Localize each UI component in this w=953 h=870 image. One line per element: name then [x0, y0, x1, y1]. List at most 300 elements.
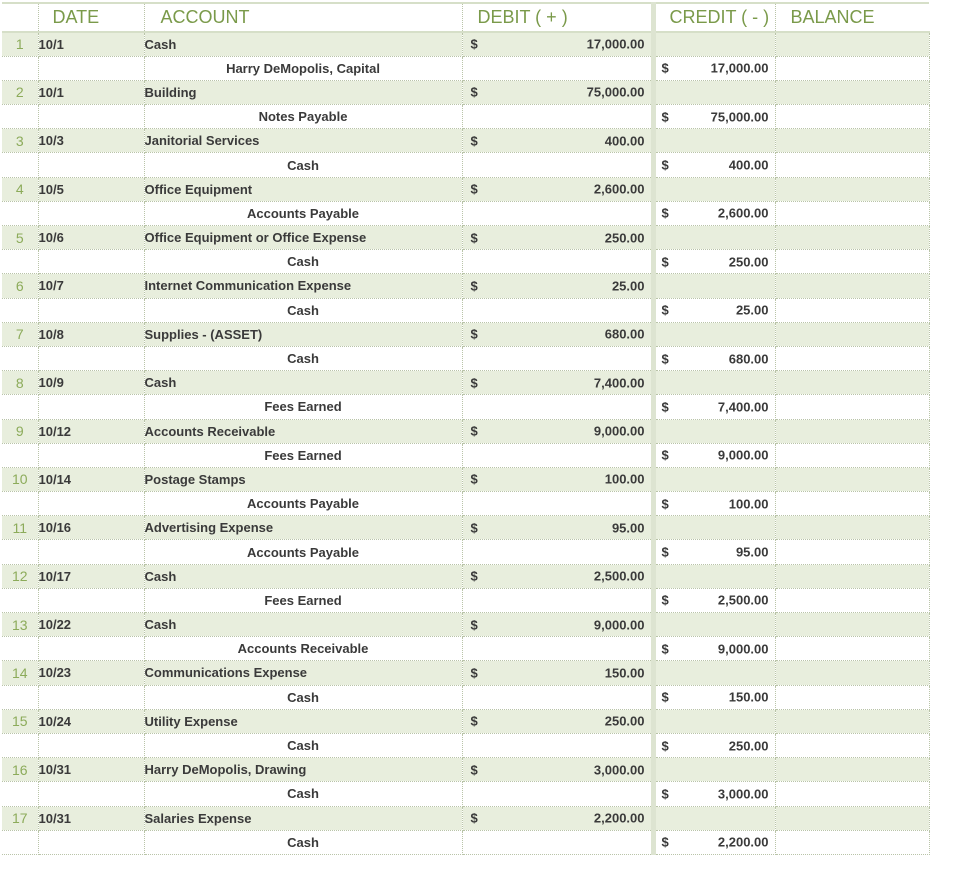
credit-account: Harry DeMopolis, Capital: [144, 56, 462, 80]
balance-cell: [775, 661, 929, 685]
debit-account: Janitorial Services: [144, 129, 462, 153]
currency-symbol: $: [470, 810, 478, 826]
currency-symbol: $: [470, 230, 478, 246]
debit-amount: 3,000.00: [593, 762, 645, 778]
debit-account: Supplies - (ASSET): [144, 322, 462, 346]
entry-date: 10/22: [38, 613, 144, 637]
credit-account: Fees Earned: [144, 395, 462, 419]
currency-symbol: $: [661, 592, 669, 608]
credit-entry-row: [2, 153, 929, 177]
currency-symbol: $: [470, 375, 478, 391]
debit-amount: 9,000.00: [593, 423, 645, 439]
balance-cell: [775, 782, 929, 806]
debit-entry-row: [2, 129, 929, 153]
credit-cell: [653, 346, 775, 370]
credit-cell: [653, 661, 775, 685]
credit-account: Notes Payable: [144, 105, 462, 129]
credit-cell: [653, 709, 775, 733]
credit-entry-row: [2, 588, 929, 612]
entry-date: 10/7: [38, 274, 144, 298]
credit-cell: [653, 56, 775, 80]
credit-amount: 150.00: [728, 689, 769, 705]
credit-entry-row: [2, 492, 929, 516]
credit-amount: 250.00: [728, 254, 769, 270]
debit-entry-row: [2, 758, 929, 782]
balance-cell: [775, 274, 929, 298]
balance-cell: [775, 516, 929, 540]
debit-cell: [462, 806, 653, 830]
entry-date-blank: [38, 56, 144, 80]
currency-symbol: $: [470, 471, 478, 487]
credit-account: Cash: [144, 733, 462, 757]
credit-account: Cash: [144, 250, 462, 274]
credit-amount: 680.00: [728, 351, 769, 367]
debit-amount: 2,500.00: [593, 568, 645, 584]
debit-account: Cash: [144, 564, 462, 588]
credit-entry-row: [2, 637, 929, 661]
debit-amount: 2,600.00: [593, 181, 645, 197]
balance-cell: [775, 177, 929, 201]
currency-symbol: $: [661, 60, 669, 76]
credit-entry-row: [2, 685, 929, 709]
header-row: [2, 3, 929, 32]
balance-cell: [775, 830, 929, 854]
debit-entry-row: [2, 806, 929, 830]
credit-amount: 3,000.00: [717, 786, 769, 802]
entry-date-blank: [38, 298, 144, 322]
credit-account: Cash: [144, 782, 462, 806]
entry-number: 8: [2, 371, 38, 395]
currency-symbol: $: [661, 447, 669, 463]
entry-date-blank: [38, 395, 144, 419]
credit-amount: 400.00: [728, 157, 769, 173]
credit-cell: [653, 177, 775, 201]
currency-symbol: $: [661, 399, 669, 415]
currency-symbol: $: [470, 665, 478, 681]
currency-symbol: $: [470, 181, 478, 197]
currency-symbol: $: [470, 278, 478, 294]
debit-account: Advertising Expense: [144, 516, 462, 540]
entry-number-blank: [2, 250, 38, 274]
debit-cell: [462, 129, 653, 153]
balance-cell: [775, 613, 929, 637]
debit-account: Cash: [144, 613, 462, 637]
credit-cell: [653, 806, 775, 830]
debit-amount: 25.00: [611, 278, 645, 294]
debit-amount: 100.00: [604, 471, 645, 487]
credit-account: Cash: [144, 346, 462, 370]
credit-amount: 17,000.00: [710, 60, 769, 76]
debit-cell: [462, 733, 653, 757]
credit-cell: [653, 540, 775, 564]
credit-account: Cash: [144, 830, 462, 854]
credit-cell: [653, 467, 775, 491]
entry-number: 9: [2, 419, 38, 443]
balance-cell: [775, 564, 929, 588]
credit-account: Accounts Payable: [144, 201, 462, 225]
entry-number-blank: [2, 395, 38, 419]
credit-account: Accounts Payable: [144, 540, 462, 564]
entry-number-blank: [2, 346, 38, 370]
debit-header: DEBIT ( + ): [462, 3, 653, 32]
debit-cell: [462, 56, 653, 80]
currency-symbol: $: [661, 738, 669, 754]
debit-cell: [462, 516, 653, 540]
entry-date: 10/23: [38, 661, 144, 685]
debit-cell: [462, 540, 653, 564]
entry-date: 10/31: [38, 758, 144, 782]
credit-entry-row: [2, 395, 929, 419]
currency-symbol: $: [470, 133, 478, 149]
debit-entry-row: [2, 371, 929, 395]
currency-symbol: $: [661, 205, 669, 221]
debit-amount: 75,000.00: [586, 84, 645, 100]
credit-cell: [653, 298, 775, 322]
credit-entry-row: [2, 443, 929, 467]
debit-cell: [462, 613, 653, 637]
credit-amount: 2,200.00: [717, 834, 769, 850]
debit-cell: [462, 80, 653, 104]
credit-amount: 100.00: [728, 496, 769, 512]
entry-number: 4: [2, 177, 38, 201]
debit-entry-row: [2, 32, 929, 56]
debit-cell: [462, 105, 653, 129]
debit-cell: [462, 709, 653, 733]
entry-date: 10/6: [38, 226, 144, 250]
credit-amount: 2,500.00: [717, 592, 769, 608]
entry-number: 10: [2, 467, 38, 491]
entry-date: 10/31: [38, 806, 144, 830]
entry-number-blank: [2, 201, 38, 225]
balance-cell: [775, 637, 929, 661]
credit-account: Cash: [144, 685, 462, 709]
entry-number: 3: [2, 129, 38, 153]
balance-cell: [775, 226, 929, 250]
debit-entry-row: [2, 226, 929, 250]
balance-cell: [775, 56, 929, 80]
balance-cell: [775, 443, 929, 467]
entry-date-blank: [38, 830, 144, 854]
entry-number: 17: [2, 806, 38, 830]
credit-cell: [653, 613, 775, 637]
entry-number-blank: [2, 56, 38, 80]
currency-symbol: $: [661, 834, 669, 850]
debit-cell: [462, 467, 653, 491]
debit-account: Postage Stamps: [144, 467, 462, 491]
credit-cell: [653, 758, 775, 782]
entry-number: 7: [2, 322, 38, 346]
currency-symbol: $: [470, 423, 478, 439]
debit-cell: [462, 782, 653, 806]
currency-symbol: $: [661, 496, 669, 512]
entry-date: 10/5: [38, 177, 144, 201]
entry-date: 10/1: [38, 80, 144, 104]
entry-date: 10/24: [38, 709, 144, 733]
entry-number: 2: [2, 80, 38, 104]
debit-cell: [462, 395, 653, 419]
entry-date-blank: [38, 540, 144, 564]
debit-cell: [462, 322, 653, 346]
debit-cell: [462, 830, 653, 854]
balance-cell: [775, 346, 929, 370]
account-header: ACCOUNT: [144, 3, 462, 32]
debit-entry-row: [2, 709, 929, 733]
debit-entry-row: [2, 274, 929, 298]
credit-amount: 2,600.00: [717, 205, 769, 221]
currency-symbol: $: [470, 713, 478, 729]
entry-number-blank: [2, 782, 38, 806]
journal-body: [2, 32, 929, 854]
journal-table: [2, 2, 930, 855]
currency-symbol: $: [661, 641, 669, 657]
credit-entry-row: [2, 830, 929, 854]
entry-number-blank: [2, 733, 38, 757]
currency-symbol: $: [661, 351, 669, 367]
entry-date-blank: [38, 201, 144, 225]
entry-date-blank: [38, 346, 144, 370]
debit-account: Office Equipment or Office Expense: [144, 226, 462, 250]
entry-date: 10/12: [38, 419, 144, 443]
entry-date: 10/8: [38, 322, 144, 346]
credit-account: Accounts Receivable: [144, 637, 462, 661]
balance-cell: [775, 32, 929, 56]
entry-number: 15: [2, 709, 38, 733]
entry-date-blank: [38, 443, 144, 467]
credit-cell: [653, 492, 775, 516]
entry-number: 5: [2, 226, 38, 250]
balance-cell: [775, 298, 929, 322]
debit-cell: [462, 564, 653, 588]
currency-symbol: $: [470, 36, 478, 52]
credit-amount: 75,000.00: [710, 109, 769, 125]
credit-cell: [653, 80, 775, 104]
credit-amount: 25.00: [735, 302, 769, 318]
debit-account: Salaries Expense: [144, 806, 462, 830]
debit-entry-row: [2, 467, 929, 491]
debit-cell: [462, 201, 653, 225]
balance-cell: [775, 419, 929, 443]
credit-entry-row: [2, 201, 929, 225]
balance-cell: [775, 371, 929, 395]
currency-symbol: $: [470, 326, 478, 342]
balance-header: BALANCE: [775, 3, 929, 32]
credit-cell: [653, 226, 775, 250]
debit-entry-row: [2, 661, 929, 685]
credit-entry-row: [2, 782, 929, 806]
debit-amount: 250.00: [604, 230, 645, 246]
debit-amount: 7,400.00: [593, 375, 645, 391]
entry-date-blank: [38, 733, 144, 757]
balance-cell: [775, 733, 929, 757]
debit-account: Cash: [144, 32, 462, 56]
credit-cell: [653, 371, 775, 395]
credit-cell: [653, 782, 775, 806]
entry-date: 10/14: [38, 467, 144, 491]
credit-cell: [653, 516, 775, 540]
debit-account: Office Equipment: [144, 177, 462, 201]
debit-entry-row: [2, 613, 929, 637]
entry-number-blank: [2, 153, 38, 177]
debit-cell: [462, 758, 653, 782]
credit-amount: 95.00: [735, 544, 769, 560]
entry-number-blank: [2, 105, 38, 129]
debit-entry-row: [2, 516, 929, 540]
credit-cell: [653, 201, 775, 225]
debit-cell: [462, 250, 653, 274]
credit-account: Cash: [144, 298, 462, 322]
balance-cell: [775, 806, 929, 830]
entry-number-blank: [2, 830, 38, 854]
credit-cell: [653, 637, 775, 661]
entry-number: 1: [2, 32, 38, 56]
entry-date-blank: [38, 637, 144, 661]
entry-date-blank: [38, 250, 144, 274]
credit-amount: 7,400.00: [717, 399, 769, 415]
entry-number-blank: [2, 298, 38, 322]
balance-cell: [775, 250, 929, 274]
entry-number-blank: [2, 685, 38, 709]
debit-entry-row: [2, 419, 929, 443]
currency-symbol: $: [661, 689, 669, 705]
currency-symbol: $: [661, 109, 669, 125]
credit-cell: [653, 153, 775, 177]
entry-date: 10/17: [38, 564, 144, 588]
credit-entry-row: [2, 105, 929, 129]
entry-date: 10/9: [38, 371, 144, 395]
credit-cell: [653, 685, 775, 709]
balance-cell: [775, 685, 929, 709]
entry-number: 12: [2, 564, 38, 588]
balance-cell: [775, 129, 929, 153]
credit-entry-row: [2, 733, 929, 757]
credit-header: CREDIT ( - ): [653, 3, 775, 32]
credit-cell: [653, 419, 775, 443]
entry-date: 10/1: [38, 32, 144, 56]
balance-cell: [775, 395, 929, 419]
debit-cell: [462, 492, 653, 516]
entry-number-blank: [2, 540, 38, 564]
credit-cell: [653, 395, 775, 419]
balance-cell: [775, 105, 929, 129]
balance-cell: [775, 540, 929, 564]
debit-amount: 9,000.00: [593, 617, 645, 633]
debit-account: Accounts Receivable: [144, 419, 462, 443]
debit-cell: [462, 177, 653, 201]
debit-amount: 150.00: [604, 665, 645, 681]
debit-entry-row: [2, 80, 929, 104]
debit-entry-row: [2, 177, 929, 201]
credit-cell: [653, 250, 775, 274]
debit-amount: 250.00: [604, 713, 645, 729]
entry-date-blank: [38, 685, 144, 709]
debit-amount: 95.00: [611, 520, 645, 536]
balance-cell: [775, 758, 929, 782]
entry-number: 11: [2, 516, 38, 540]
debit-account: Internet Communication Expense: [144, 274, 462, 298]
currency-symbol: $: [470, 84, 478, 100]
entry-number-blank: [2, 588, 38, 612]
credit-account: Fees Earned: [144, 443, 462, 467]
currency-symbol: $: [470, 762, 478, 778]
debit-cell: [462, 346, 653, 370]
credit-account: Fees Earned: [144, 588, 462, 612]
debit-cell: [462, 153, 653, 177]
entry-date-blank: [38, 588, 144, 612]
credit-cell: [653, 443, 775, 467]
debit-entry-row: [2, 322, 929, 346]
debit-entry-row: [2, 564, 929, 588]
entry-date: 10/3: [38, 129, 144, 153]
balance-cell: [775, 201, 929, 225]
debit-account: Cash: [144, 371, 462, 395]
credit-cell: [653, 32, 775, 56]
entry-number: 16: [2, 758, 38, 782]
entry-number: 13: [2, 613, 38, 637]
currency-symbol: $: [661, 302, 669, 318]
debit-cell: [462, 226, 653, 250]
debit-cell: [462, 637, 653, 661]
entry-date-blank: [38, 492, 144, 516]
credit-entry-row: [2, 250, 929, 274]
credit-amount: 9,000.00: [717, 641, 769, 657]
credit-cell: [653, 274, 775, 298]
credit-account: Cash: [144, 153, 462, 177]
balance-cell: [775, 709, 929, 733]
debit-amount: 400.00: [604, 133, 645, 149]
currency-symbol: $: [661, 544, 669, 560]
debit-account: Building: [144, 80, 462, 104]
currency-symbol: $: [470, 617, 478, 633]
credit-cell: [653, 830, 775, 854]
debit-cell: [462, 371, 653, 395]
debit-cell: [462, 298, 653, 322]
credit-cell: [653, 322, 775, 346]
credit-cell: [653, 105, 775, 129]
entry-number: 14: [2, 661, 38, 685]
date-header: DATE: [38, 3, 144, 32]
row-number-header: [2, 3, 38, 32]
balance-cell: [775, 588, 929, 612]
debit-amount: 680.00: [604, 326, 645, 342]
credit-amount: 9,000.00: [717, 447, 769, 463]
debit-cell: [462, 661, 653, 685]
debit-cell: [462, 419, 653, 443]
currency-symbol: $: [661, 157, 669, 173]
debit-cell: [462, 274, 653, 298]
debit-cell: [462, 443, 653, 467]
entry-number-blank: [2, 443, 38, 467]
debit-account: Communications Expense: [144, 661, 462, 685]
entry-date: 10/16: [38, 516, 144, 540]
credit-entry-row: [2, 540, 929, 564]
debit-amount: 2,200.00: [593, 810, 645, 826]
credit-entry-row: [2, 298, 929, 322]
debit-amount: 17,000.00: [586, 36, 645, 52]
debit-cell: [462, 32, 653, 56]
credit-entry-row: [2, 56, 929, 80]
balance-cell: [775, 322, 929, 346]
entry-number-blank: [2, 492, 38, 516]
credit-cell: [653, 588, 775, 612]
credit-account: Accounts Payable: [144, 492, 462, 516]
currency-symbol: $: [470, 520, 478, 536]
currency-symbol: $: [661, 254, 669, 270]
debit-account: Utility Expense: [144, 709, 462, 733]
credit-cell: [653, 733, 775, 757]
credit-cell: [653, 129, 775, 153]
credit-entry-row: [2, 346, 929, 370]
balance-cell: [775, 492, 929, 516]
